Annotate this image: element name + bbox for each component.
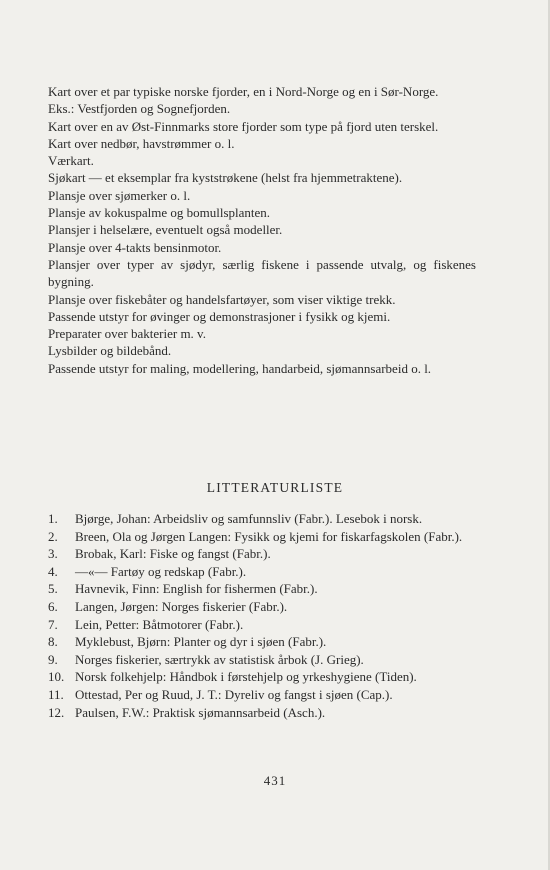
reference-number: 12.	[48, 704, 65, 720]
materials-item: Eks.: Vestfjorden og Sognefjorden.	[48, 101, 231, 117]
reference-item	[48, 580, 476, 598]
materials-item: Plansje over 4-takts bensinmotor.	[48, 239, 222, 255]
reference-text: Norges fiskerier, særtrykk av statistisk årbok (J. Grieg).	[75, 651, 364, 667]
page-number: 431	[263, 773, 287, 788]
materials-list	[48, 83, 476, 377]
reference-text: Lein, Petter: Båtmotorer (Fabr.).	[75, 616, 244, 632]
materials-item: Kart over et par typiske norske fjorder, en i Nord-Norge og en i Sør-Norge.	[48, 84, 439, 99]
reference-item	[48, 633, 476, 651]
reference-item	[48, 545, 476, 563]
reference-number: 7.	[48, 616, 58, 632]
materials-item: Plansje over fiskebåter og handelsfartøyer, som viser viktige trekk.	[48, 291, 396, 307]
reference-item	[48, 686, 476, 704]
materials-item: Sjøkart — et eksemplar fra kyststrøkene (helst fra hjemmetraktene).	[48, 170, 403, 186]
reference-number: 9.	[48, 651, 58, 667]
reference-text: Myklebust, Bjørn: Planter og dyr i sjøen (Fabr.).	[75, 634, 327, 650]
reference-item	[48, 510, 476, 528]
reference-item	[48, 668, 476, 686]
reference-text: Havnevik, Finn: English for fishermen (Fabr.).	[75, 581, 318, 597]
reference-number: 2.	[48, 528, 58, 544]
materials-item: Plansjer i helselære, eventuelt også modeller.	[48, 222, 283, 238]
reference-item	[48, 651, 476, 669]
reference-item	[48, 598, 476, 616]
materials-item: Passende utstyr for øvinger og demonstrasjoner i fysikk og kjemi.	[48, 308, 391, 324]
reference-number: 4.	[48, 563, 58, 579]
reference-number: 11.	[48, 686, 64, 702]
materials-item: Kart over nedbør, havstrømmer o. l.	[48, 135, 235, 151]
reference-text: Paulsen, F.W.: Praktisk sjømannsarbeid (Asch.).	[75, 704, 326, 720]
reference-item	[48, 616, 476, 634]
materials-item: Kart over en av Øst-Finnmarks store fjorder som type på fjord uten terskel.	[48, 118, 439, 134]
materials-item: Plansje over sjømerker o. l.	[48, 187, 191, 203]
reference-text: Langen, Jørgen: Norges fiskerier (Fabr.).	[75, 598, 288, 614]
materials-item: Passende utstyr for maling, modellering, handarbeid, sjømannsarbeid o. l.	[48, 360, 432, 376]
reference-number: 8.	[48, 634, 58, 650]
reference-list	[48, 510, 476, 721]
reference-text: Breen, Ola og Jørgen Langen: Fysikk og kjemi for fiskarfagskolen (Fabr.).	[75, 528, 463, 544]
section-heading: LITTERATURLISTE	[206, 480, 344, 495]
materials-item: Preparater over bakterier m. v.	[48, 326, 206, 342]
reference-text: Ottestad, Per og Ruud, J. T.: Dyreliv og fangst i sjøen (Cap.).	[75, 686, 393, 702]
materials-item: Lysbilder og bildebånd.	[48, 343, 172, 359]
reference-text: —«— Fartøy og redskap (Fabr.).	[75, 563, 247, 579]
materials-item: Plansjer over typer av sjødyr, særlig fiskene i passende utvalg, og fiskenes bygning.	[48, 256, 476, 290]
reference-number: 1.	[48, 511, 58, 526]
materials-item: Plansje av kokuspalme og bomullsplanten.	[48, 205, 271, 221]
reference-number: 3.	[48, 546, 58, 562]
materials-item: Værkart.	[48, 153, 94, 169]
reference-text: Brobak, Karl: Fiske og fangst (Fabr.).	[75, 546, 271, 562]
reference-number: 5.	[48, 581, 58, 597]
reference-text: Norsk folkehjelp: Håndbok i førstehjelp og yrkeshygiene (Tiden).	[75, 669, 417, 685]
reference-item	[48, 704, 476, 722]
reference-item	[48, 528, 476, 546]
reference-number: 6.	[48, 598, 58, 614]
reference-text: Bjørge, Johan: Arbeidsliv og samfunnsliv (Fabr.). Lesebok i norsk.	[75, 511, 423, 526]
reference-number: 10.	[48, 669, 65, 685]
reference-item	[48, 563, 476, 581]
